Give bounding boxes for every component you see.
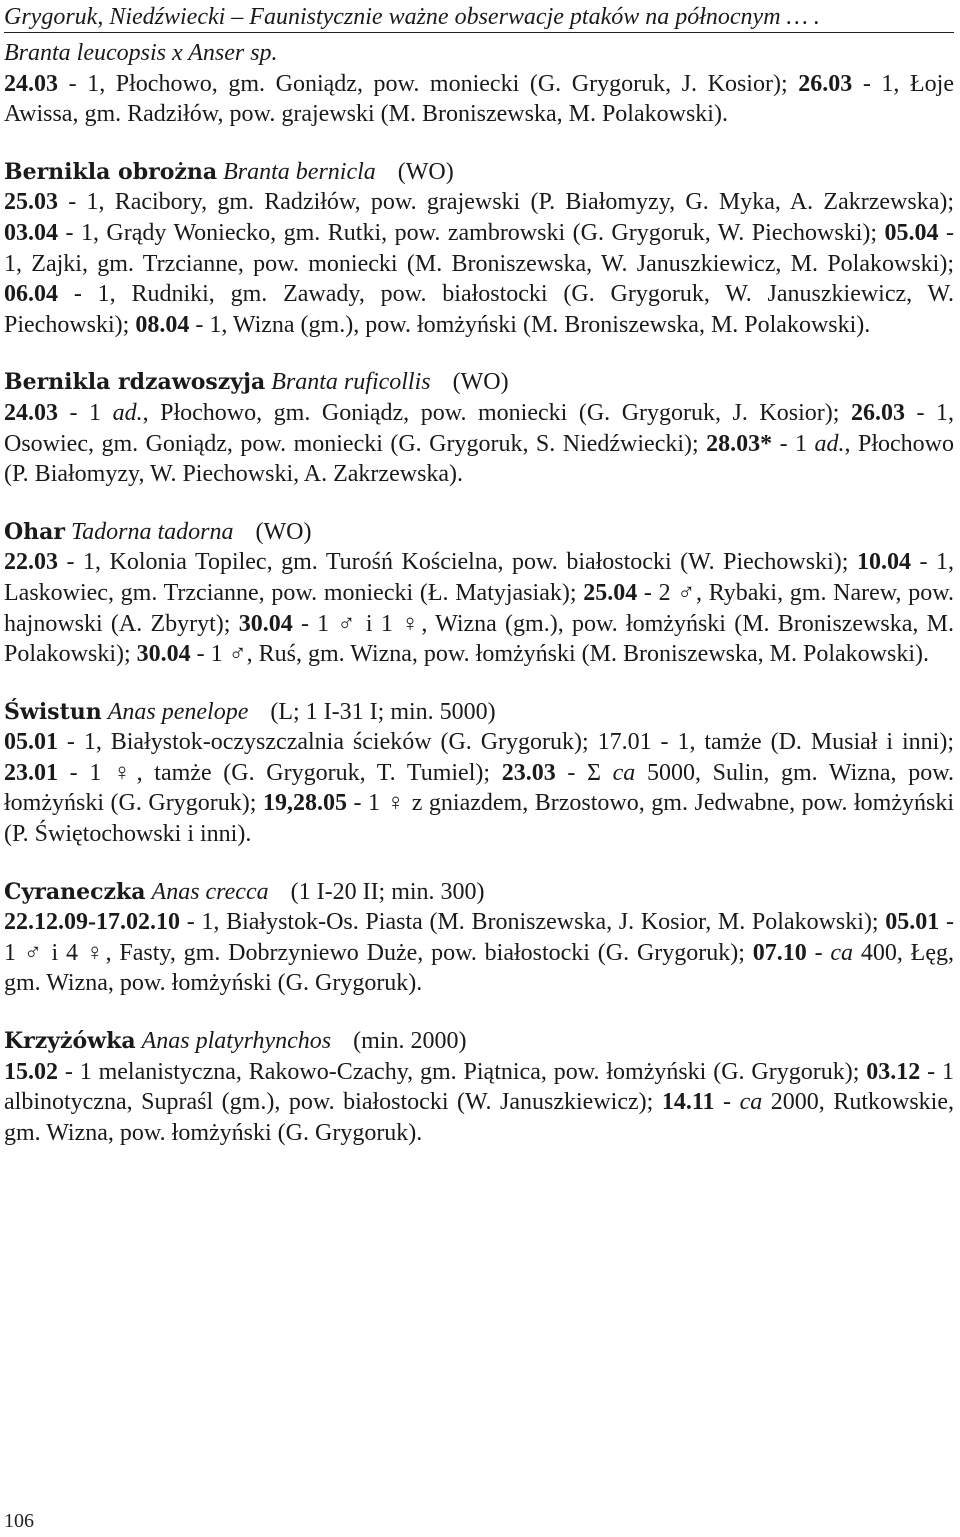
record-date: 03.04 [4,219,58,246]
observation-records [4,907,954,999]
record-text: - 1 ♂ i 4 ♀, Fasty, gm. Dobrzyniewo Duże, pow. białostocki (G. Grygoruk); [4,909,954,966]
record-date: 14.11 [661,1089,715,1116]
record-text: - [714,1089,740,1116]
record-date: 22.03 [4,549,58,576]
species-heading [4,1026,954,1057]
record-text: - 1, Białystok-Os. Piasta (M. Broniszewska, J. Kosior, M. Polakowski); [180,909,886,936]
record-text: - 1, Kolonia Topilec, gm. Turośń Kościelna, pow. białostocki (W. Piechowski); [58,549,857,576]
record-date: 06.04 [4,281,58,308]
record-text: - 1, Racibory, gm. Radziłów, pow. grajewski (P. Białomyzy, G. Myka, A. Zakrzewska); [58,189,954,216]
record-date: 24.03 [4,399,58,426]
species-entry [4,877,954,999]
species-common-name: Ohar [4,518,66,545]
record-date: 05.04 [884,219,939,246]
page-number: 106 [4,1510,34,1532]
species-heading [4,877,954,908]
species-entry [4,697,954,850]
record-date: 28.03* [706,430,773,457]
observation-records [4,69,954,130]
record-date: 05.01 [885,909,940,936]
running-header: Grygoruk, Niedźwiecki – Faunistycznie ważne obserwacje ptaków na północnym … . [4,2,954,33]
species-latin-name: Anas crecca [151,878,269,905]
record-text: - 1, Łoje Awissa, gm. Radziłów, pow. grajewski (M. Broniszewska, M. Polakowski). [4,70,954,128]
species-entry [4,38,954,130]
record-date: 19,28.05 [262,790,347,817]
record-text: 400, Łęg, gm. Wizna, pow. łomżyński (G. Grygoruk). [4,939,954,997]
species-entry [4,367,954,489]
species-status: (WO) [452,369,509,396]
species-latin-name: Branta ruficollis [271,369,431,396]
record-text: , Płochowo, gm. Goniądz, pow. moniecki (G. Grygoruk, J. Kosior); [142,399,851,426]
observation-records [4,1057,954,1149]
record-text: - 1, Osowiec, gm. Goniądz, pow. moniecki (G. Grygoruk, S. Niedźwiecki); [4,399,954,457]
species-latin-name: Tadorna tadorna [71,518,234,545]
record-date: 03.12 [866,1058,921,1085]
species-heading [4,38,954,69]
observation-records [4,547,954,669]
record-date: 26.03 [850,399,905,426]
record-date: 25.04 [583,579,638,606]
species-heading [4,517,954,548]
species-status: (1 I-20 II; min. 300) [290,878,485,905]
record-text: - 1, Białystok-oczyszczalnia ścieków (G. Grygoruk); 17.01 - 1, tamże (D. Musiał i inni); [58,729,954,756]
species-common-name: Bernikla rdzawoszyja [4,369,266,396]
record-date: 10.04 [856,549,911,576]
record-text: - 1, Zajki, gm. Trzcianne, pow. moniecki (M. Broniszewska, W. Januszkiewicz, M. Polakowski); [4,219,954,277]
species-entry [4,517,954,670]
record-text: - 1, Wizna (gm.), pow. łomżyński (M. Broniszewska, M. Polakowski). [189,311,871,338]
record-text: - 1 melanistyczna, Rakowo-Czachy, gm. Piątnica, pow. łomżyński (G. Grygoruk); [58,1058,867,1085]
record-text: - 2 ♂, Rybaki, gm. Narew, pow. hajnowski (A. Zbyryt); [4,579,955,637]
record-text: , Płochowo (P. Białomyzy, W. Piechowski, A. Zakrzewska). [4,430,954,488]
record-text: - 1, Laskowiec, gm. Trzcianne, pow. moniecki (Ł. Matyjasiak); [4,549,955,606]
species-latin-name: Anas platyrhynchos [141,1028,332,1055]
record-date: 30.04 [136,641,191,668]
record-italic-term: ad. [814,430,845,457]
species-heading [4,697,954,728]
record-text: - 1 albinotyczna, Supraśl (gm.), pow. białostocki (W. Januszkiewicz); [4,1058,954,1116]
record-date: 15.02 [4,1058,58,1085]
record-text: - 1, Grądy Woniecko, gm. Rutki, pow. zambrowski (G. Grygoruk, W. Piechowski); [58,219,885,246]
species-latin-name: Branta leucopsis x Anser sp. [4,40,278,66]
species-common-name: Świstun [4,698,102,725]
species-common-name: Cyraneczka [4,878,146,905]
record-text: - 1 ♂, Ruś, gm. Wizna, pow. łomżyński (M. Broniszewska, M. Polakowski). [190,641,929,668]
record-date: 07.10 [752,939,807,966]
record-date: 22.12.09-17.02.10 [4,909,180,936]
record-italic-term: ca [830,939,854,966]
record-italic-term: ca [612,759,636,786]
species-status: (min. 2000) [353,1028,467,1055]
species-heading [4,367,954,398]
record-italic-term: ca [739,1089,763,1116]
record-date: 05.01 [4,729,58,756]
species-status: (WO) [255,518,312,545]
record-text: - 1 ♂ i 1 ♀, Wizna (gm.), pow. łomżyński (M. Broniszewska, M. Polakowski); [4,610,954,668]
record-text: - [806,939,831,966]
record-date: 24.03 [4,70,58,97]
observation-records [4,727,954,849]
record-date: 26.03 [798,70,853,97]
species-status: (WO) [397,158,454,185]
record-date: 23.01 [4,759,58,786]
species-common-name: Bernikla obrożna [4,158,218,185]
record-text: - 1 [58,399,113,426]
record-date: 08.04 [135,311,190,338]
article-body [4,38,954,1175]
species-entry [4,1026,954,1148]
record-date: 23.03 [501,759,556,786]
species-status: (L; 1 I-31 I; min. 5000) [270,698,496,725]
record-text: - 1 ♀ z gniazdem, Brzostowo, gm. Jedwabne, pow. łomżyński (P. Świętochowski i inni). [4,790,955,848]
record-text: - 1 [772,430,815,457]
record-date: 30.04 [238,610,293,637]
record-date: 25.03 [4,189,58,216]
species-entry [4,157,954,341]
record-text: 2000, Rutkowskie, gm. Wizna, pow. łomżyński (G. Grygoruk). [4,1089,954,1146]
record-text: 5000, Sulin, gm. Wizna, pow. łomżyński (G. Grygoruk); [4,759,954,817]
species-latin-name: Branta bernicla [223,158,376,185]
species-heading [4,157,954,188]
record-text: - 1 ♀, tamże (G. Grygoruk, T. Tumiel); [58,759,502,786]
species-latin-name: Anas penelope [107,698,249,725]
species-common-name: Krzyżówka [4,1028,136,1055]
observation-records [4,398,954,490]
record-text: - 1, Rudniki, gm. Zawady, pow. białostocki (G. Grygoruk, W. Januszkiewicz, W. Piechowski); [4,281,954,338]
record-text: - 1, Płochowo, gm. Goniądz, pow. moniecki (G. Grygoruk, J. Kosior); [58,70,799,97]
observation-records [4,187,954,340]
record-italic-term: ad. [112,399,143,426]
record-text: - Σ [555,759,613,786]
